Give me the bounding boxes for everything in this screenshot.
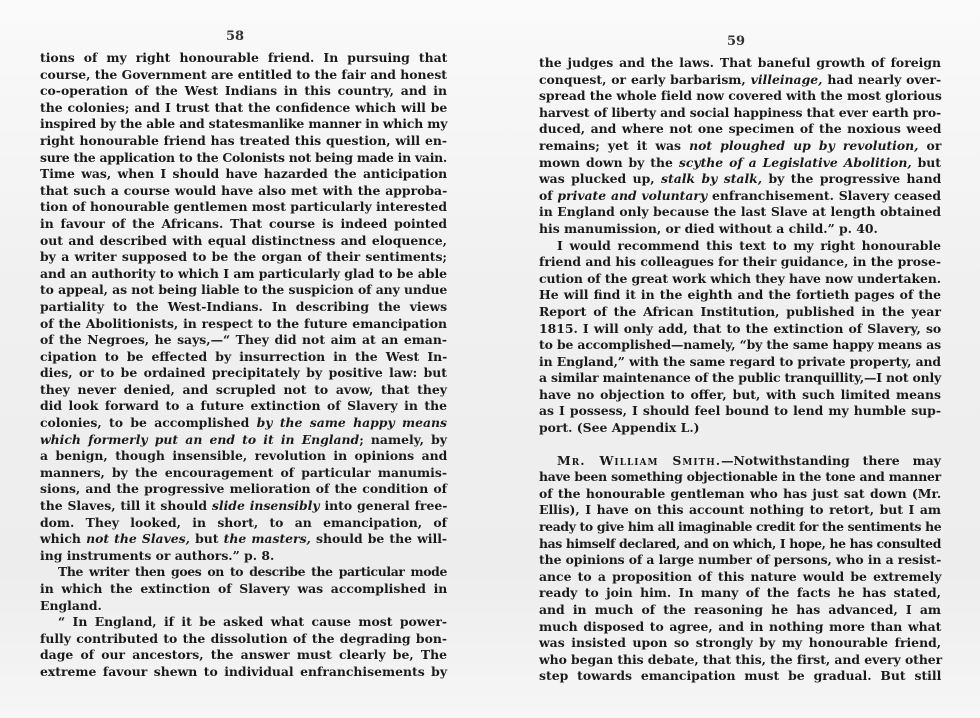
text-run: but [911, 154, 942, 170]
text-run: but [189, 531, 224, 547]
text-run: enfranchisement. Slavery ceased [707, 187, 942, 203]
right-page [490, 0, 980, 718]
text-line: in England,” with the same regard to private property, and [539, 353, 941, 369]
text-line: right honourable friend has treated this question, will en- [40, 132, 447, 148]
text-line [40, 498, 447, 515]
text-line [40, 531, 447, 548]
text-line: of the Abolitionists, in respect to the future emancipation [40, 315, 447, 331]
text-line: to appeal, as not being liable to the suspicion of any undue [40, 282, 448, 298]
text-line: ready to join him. In many of the facts he has stated, [539, 585, 941, 601]
text-line: the colonies; and I trust that the confidence which will be [40, 99, 448, 115]
text-run: should be the will- [310, 531, 448, 547]
text-line [539, 155, 941, 172]
text-line: Time was, when I should have hazarded the anticipation [40, 166, 448, 182]
text-line: partiality to the West-Indians. In describing the views [40, 298, 448, 314]
italic-run: villeinage, [750, 71, 823, 87]
text-run: conquest, or early barbarism, [539, 71, 751, 87]
page-number: 59 [727, 34, 746, 49]
text-line: the opinions of a large number of persons, who in a resist- [539, 552, 942, 568]
speaker-name: Mr. William Smith. [557, 452, 722, 468]
text-line: has himself declared, and on which, I hope, he has consulted [539, 535, 941, 551]
text-line: have no objection to offer, but, with such limited means [539, 386, 941, 402]
text-line: did look forward to a future extinction of Slavery in the [40, 398, 447, 414]
italic-run: scythe of a Legislative Abolition, [678, 154, 912, 170]
paragraph-gap [539, 437, 941, 453]
text-line [539, 171, 941, 188]
text-line: friend and his colleagues for their guidance, in the prose- [539, 254, 941, 270]
text-line: and an authority to which I am particularly glad to be able [40, 265, 447, 281]
text-line [539, 453, 941, 470]
italic-run: the masters, [223, 531, 311, 547]
text-line: they never denied, and scrupled not to avow, that they [40, 381, 447, 397]
italic-run: not ploughed up by revolution, [689, 137, 919, 153]
text-line: a benign, though insensible, revolution in opinions and [40, 448, 448, 464]
text-line: duced, and where not one specimen of the noxious weed [539, 121, 942, 137]
text-run: colonies, to be accomplished [40, 415, 257, 431]
text-line [40, 415, 447, 432]
text-line: cution of the great work which they have now undertaken. [539, 270, 941, 286]
text-line: a similar maintenance of the public tranquillity,—I not only [539, 370, 941, 386]
text-line: ready to give him all imaginable credit for the sentiments he [539, 519, 942, 535]
text-line: I would recommend this text to my right honourable [557, 237, 941, 253]
text-line: to be accomplished—namely, “by the same happy means as [539, 337, 941, 353]
text-line: tion of honourable gentlemen most particularly interested [40, 199, 447, 215]
page-number: 58 [226, 29, 245, 44]
text-line: ing instruments or authors.” p. 8. [40, 547, 275, 563]
text-line: Ellis), I have on this account nothing to retort, but I am [539, 502, 941, 518]
text-line: dies, or to be ordained precipitately by positive law: but [40, 365, 447, 381]
text-line [40, 432, 447, 449]
text-line: have been something objectionable in the tone and manner [539, 469, 941, 485]
text-line: cipation to be effected by insurrection in the West In- [40, 348, 448, 364]
text-line: Report of the African Institution, published in the year [539, 303, 941, 319]
text-run: which [40, 531, 87, 547]
page-body [40, 50, 447, 681]
text-run: —Notwithstanding there may [721, 452, 941, 468]
text-line: step towards emancipation must be gradual. But still [539, 668, 942, 684]
text-line: out and described with equal distinctness and eloquence, [40, 232, 447, 248]
text-run: or [918, 137, 942, 153]
text-line: who began this debate, that this, the first, and every other [539, 651, 943, 667]
text-line [539, 188, 941, 205]
text-line: course, the Government are entitled to the fair and honest [40, 66, 447, 82]
text-run: had nearly over- [822, 71, 942, 87]
text-line: “ In England, if it be asked what cause most power- [58, 614, 447, 630]
text-line: in favour of the Africans. That course is indeed pointed [40, 215, 447, 231]
italic-run: private and voluntary [557, 187, 708, 203]
text-line: dage of our ancestors, the answer must clearly be, The [40, 647, 447, 663]
text-line: manners, by the encouragement of particular manumis- [40, 464, 447, 480]
text-run: by the progressive hand [762, 171, 942, 187]
text-line: fully contributed to the dissolution of the degrading bon- [40, 630, 447, 646]
text-line: co-operation of the West Indians in this country, and in [40, 83, 447, 99]
text-line: by a writer supposed to be the organ of their sentiments; [40, 249, 447, 265]
page-body [539, 55, 941, 685]
text-line: in which the extinction of Slavery was accomplished in [40, 581, 448, 596]
text-run: the Slaves, till it should [40, 498, 212, 514]
text-line: ance to a proposition of this nature would be extremely [539, 568, 942, 584]
text-line: sions, and the progressive melioration of the condition of [40, 481, 447, 497]
text-line: dom. They looked, in short, to an emancipation, of [40, 514, 447, 530]
text-line: England. [40, 597, 102, 613]
italic-run: slide insensibly [211, 498, 320, 514]
text-line: the judges and the laws. That baneful growth of foreign [539, 55, 941, 70]
text-run: of [539, 187, 558, 203]
text-line: sure the application to the Colonists not being made in vain. [40, 149, 447, 165]
text-line: inspired by the able and statesmanlike manner in which my [40, 116, 448, 132]
text-line: The writer then goes on to describe the particular mode [58, 564, 447, 580]
text-line: He will find it in the eighth and the fortieth pages of the [539, 287, 941, 303]
text-run: mown down by the [539, 154, 679, 170]
italic-run: stalk by stalk, [661, 171, 763, 187]
text-line: his manumission, or died without a child.” p. 40. [539, 220, 878, 236]
text-line: port. (See Appendix L.) [539, 420, 700, 436]
text-line: was insisted upon so strongly by my honourable friend, [539, 635, 942, 651]
text-run: was plucked up, [539, 171, 661, 187]
text-line: in England only because the last Slave at length obtained [539, 204, 941, 220]
text-line: harvest of liberty and social happiness that ever earth pro- [539, 104, 941, 120]
italic-run: by the same happy means [256, 415, 447, 431]
text-line: much disposed to agree, and in nothing more than what [539, 618, 942, 634]
text-line: of the Negroes, he says,—“ They did not aim at an eman- [40, 332, 447, 348]
italic-run: which formerly put an end to it in England [40, 431, 360, 447]
text-line: 1815. I will only add, that to the extinction of Slavery, so [539, 320, 942, 336]
text-run: remains; yet it was [539, 137, 690, 153]
italic-run: not the Slaves, [86, 531, 190, 547]
text-run: ; namely, by [359, 431, 447, 447]
text-line: extreme favour shewn to individual enfranchisements by [40, 663, 448, 679]
text-line: spread the whole field now covered with the most glorious [539, 88, 942, 104]
text-line: tions of my right honourable friend. In pursuing that [40, 50, 448, 65]
text-line: and in much of the reasoning he has advanced, I am [539, 602, 941, 617]
text-line: as I possess, I should feel bound to lend my humble sup- [539, 403, 941, 419]
text-line [539, 72, 941, 89]
text-line [539, 138, 941, 155]
text-run: into general free- [319, 498, 448, 514]
text-line: of the honourable gentleman who has just sat down (Mr. [539, 485, 942, 501]
text-line: that such a course would have also met with the approba- [40, 182, 448, 198]
